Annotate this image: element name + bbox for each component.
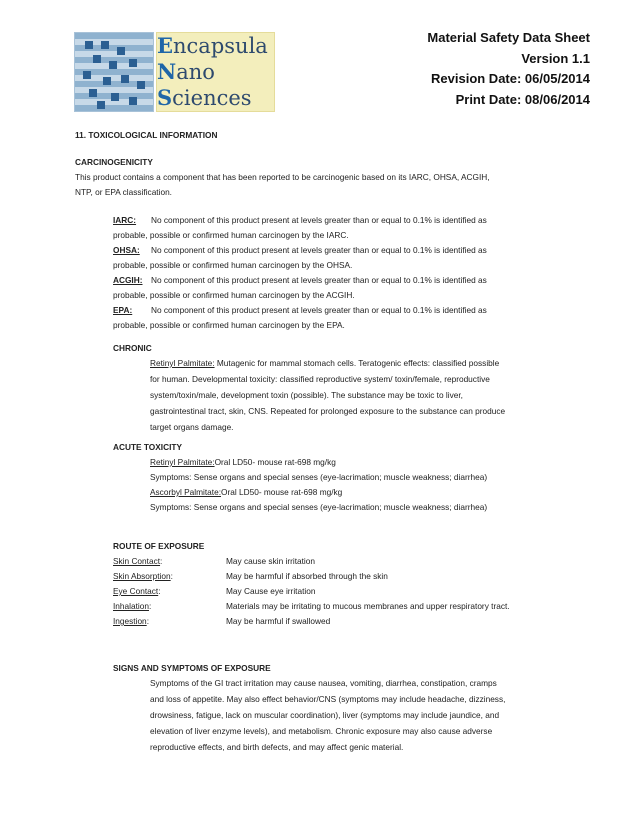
ascorbyl-value: Oral LD50- mouse rat-698 mg/kg xyxy=(221,487,343,497)
ohsa-label: OHSA: xyxy=(113,245,140,255)
chronic-first-line xyxy=(150,356,499,371)
logo-mark-icon xyxy=(74,32,154,112)
route-label xyxy=(113,584,161,599)
acgih-text: No component of this product present at levels greater than or equal to 0.1% is identified as xyxy=(151,275,487,285)
iarc-label: IARC: xyxy=(113,215,137,225)
chronic-line: for human. Developmental toxicity: classified reproductive system/ toxin/female, reproductive xyxy=(150,374,490,384)
signs-line: and loss of appetite. May also effect behavior/CNS (symptoms may include headache, dizziness, xyxy=(150,694,506,704)
section-title: 11. TOXICOLOGICAL INFORMATION xyxy=(75,130,218,140)
iarc-text: No component of this product present at levels greater than or equal to 0.1% is identified as xyxy=(151,215,487,225)
route-separator: : xyxy=(146,616,149,626)
ingestion-label: Ingestion xyxy=(113,616,147,626)
route-separator: : xyxy=(160,556,163,566)
skin-absorption-label: Skin Absorption xyxy=(113,571,171,581)
route-separator: : xyxy=(158,586,161,596)
ohsa-text-cont: probable, possible or confirmed human carcinogen by the OHSA. xyxy=(113,260,353,270)
inhalation-value: Materials may be irritating to mucous membranes and upper respiratory tract. xyxy=(226,601,510,611)
route-label xyxy=(113,554,162,569)
skin-contact-label: Skin Contact xyxy=(113,556,161,566)
route-heading: ROUTE OF EXPOSURE xyxy=(113,541,205,551)
signs-line: elevation of liver enzyme levels), and metabolism. Chronic exposure may also cause adverse xyxy=(150,726,493,736)
revision-date: Revision Date: 06/05/2014 xyxy=(431,71,590,86)
chronic-line: gastrointestinal tract, skin, CNS. Repeated for prolonged exposure to the substance can produce xyxy=(150,406,506,416)
inhalation-label: Inhalation xyxy=(113,601,149,611)
eye-contact-value: May Cause eye irritation xyxy=(226,586,316,596)
company-logo xyxy=(74,32,275,112)
route-separator: : xyxy=(148,601,152,611)
route-label xyxy=(113,614,149,629)
acute-retinyl-line xyxy=(150,455,336,470)
ohsa-text: No component of this product present at levels greater than or equal to 0.1% is identified as xyxy=(151,245,487,255)
acute-ascorbyl-line xyxy=(150,485,342,500)
signs-line: reproductive effects, and birth defects, and may affect genic material. xyxy=(150,742,404,752)
ascorbyl-symptoms: Symptoms: Sense organs and special senses (eye-lacrimation; muscle weakness; diarrhea) xyxy=(150,502,488,512)
route-separator: : xyxy=(170,571,173,581)
chronic-first-text: Mutagenic for mammal stomach cells. Teratogenic effects: classified possible xyxy=(216,358,500,368)
route-label xyxy=(113,569,173,584)
eye-contact-label: Eye Contact xyxy=(113,586,159,596)
epa-text-cont: probable, possible or confirmed human carcinogen by the EPA. xyxy=(113,320,345,330)
retinyl-label: Retinyl Palmitate: xyxy=(150,457,215,467)
retinyl-symptoms: Symptoms: Sense organs and special senses (eye-lacrimation; muscle weakness; diarrhea) xyxy=(150,472,488,482)
logo-line-2: Nano xyxy=(157,59,215,84)
chronic-line: system/toxin/male, development toxin (possible). The substance may be toxic to liver, xyxy=(150,390,463,400)
print-date: Print Date: 08/06/2014 xyxy=(455,92,590,107)
logo-wordmark xyxy=(156,32,275,112)
chronic-heading: CHRONIC xyxy=(113,343,152,353)
version-label: Version 1.1 xyxy=(521,51,590,66)
route-label xyxy=(113,599,151,614)
acgih-label: ACGIH: xyxy=(113,275,143,285)
skin-contact-value: May cause skin irritation xyxy=(226,556,315,566)
skin-absorption-value: May be harmful if absorbed through the skin xyxy=(226,571,388,581)
carcinogenicity-intro-line: This product contains a component that has been reported to be carcinogenic based on its IARC, OHSA, ACGIH, xyxy=(75,172,490,182)
acgih-text-cont: probable, possible or confirmed human carcinogen by the ACGIH. xyxy=(113,290,355,300)
epa-text: No component of this product present at levels greater than or equal to 0.1% is identified as xyxy=(151,305,487,315)
epa-label: EPA: xyxy=(113,305,133,315)
retinyl-value: Oral LD50- mouse rat-698 mg/kg xyxy=(214,457,336,467)
carcinogenicity-intro-line: NTP, or EPA classification. xyxy=(75,187,172,197)
document-title: Material Safety Data Sheet xyxy=(427,30,590,45)
signs-heading: SIGNS AND SYMPTOMS OF EXPOSURE xyxy=(113,663,271,673)
logo-line-1: Encapsula xyxy=(157,33,268,58)
acute-toxicity-heading: ACUTE TOXICITY xyxy=(113,442,182,452)
iarc-text-cont: probable, possible or confirmed human carcinogen by the IARC. xyxy=(113,230,349,240)
ingestion-value: May be harmful if swallowed xyxy=(226,616,331,626)
signs-line: drowsiness, fatigue, lack on muscular coordination), liver (symptoms may include jaundice, and xyxy=(150,710,500,720)
carcinogenicity-heading: CARCINOGENICITY xyxy=(75,157,153,167)
chronic-substance-label: Retinyl Palmitate: xyxy=(150,358,215,368)
logo-line-3: Sciences xyxy=(157,85,252,110)
ascorbyl-label: Ascorbyl Palmitate: xyxy=(150,487,222,497)
chronic-line: target organs damage. xyxy=(150,422,234,432)
signs-line: Symptoms of the GI tract irritation may cause nausea, vomiting, diarrhea, constipation, cramps xyxy=(150,678,497,688)
